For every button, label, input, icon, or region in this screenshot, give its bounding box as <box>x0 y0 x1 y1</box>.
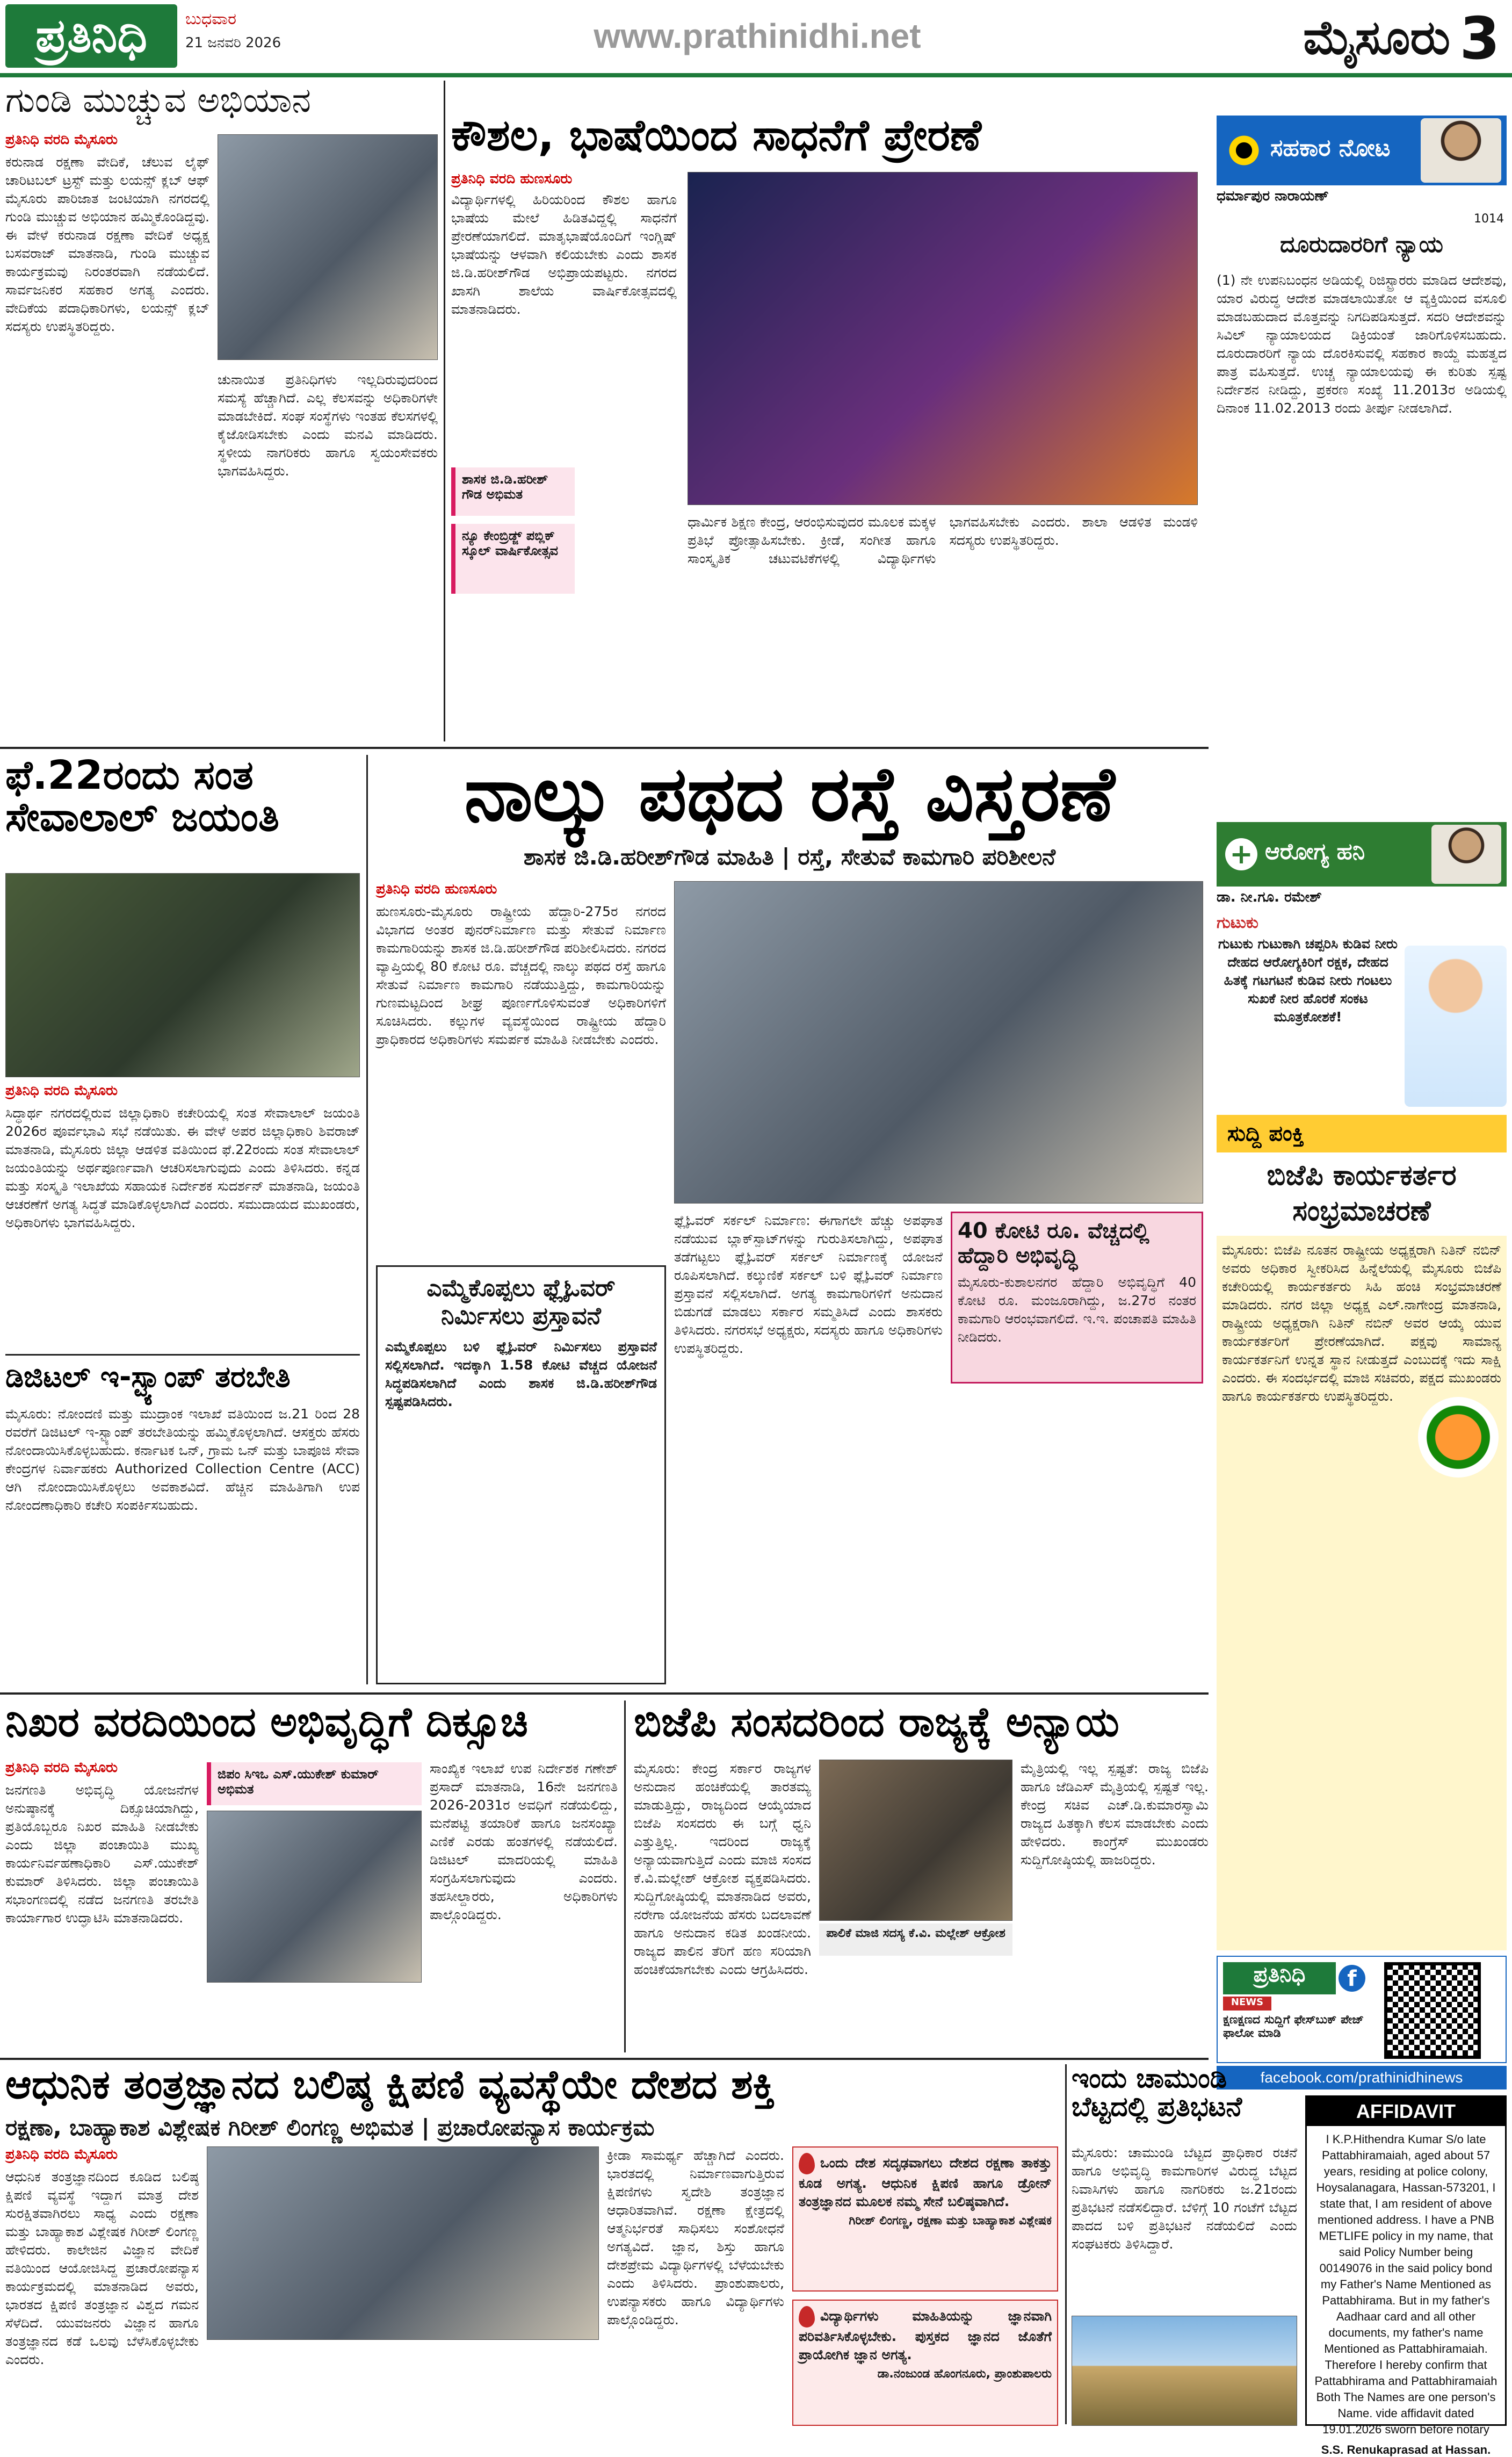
story2-body2: ಧಾರ್ಮಿಕ ಶಿಕ್ಷಣ ಕೇಂದ್ರ, ಆರಂಭಿಸುವುದರ ಮೂಲಕ ಮಕ್ಕಳ ಪ್ರತಿಭೆ ಪ್ರೋತ್ಸಾಹಿಸಬೇಕು. ಕ್ರೀಡೆ, ಸಂಗೀತ ಹಾಗೂ ಸಾಂಸ್ಕೃತಿಕ ಚಟುವಟಿಕೆಗಳಲ್ಲಿ ವಿದ್ಯಾರ್ಥಿಗಳು ಭಾಗವಹಿಸಬೇಕು ಎಂದರು. ಶಾಲಾ ಆಡಳಿತ ಮಂಡಳಿ ಸದಸ್ಯರು ಉಪಸ್ಥಿತರಿದ್ದರು. <box>688 514 1198 566</box>
sidebar2-avatar <box>1431 825 1501 884</box>
story8-quote2-text: ವಿದ್ಯಾರ್ಥಿಗಳು ಮಾಹಿತಿಯನ್ನು ಜ್ಞಾನವಾಗಿ ಪರಿವರ್ತಿಸಿಕೊಳ್ಳಬೇಕು. ಪುಸ್ತಕದ ಜ್ಞಾನದ ಜೊತೆಗೆ ಪ್ರಾಯೋಗಿಕ ಜ್ಞಾನ ಅಗತ್ಯ. <box>799 2308 1052 2362</box>
sidebar2-body: ಗುಟುಕು ಗುಟುಕಾಗಿ ಚಪ್ಪರಿಸಿ ಕುಡಿವ ನೀರು ದೇಹದ ಆರೋಗ್ಯಕಿರಿಗೆ ರಕ್ಷಕ, ದೇಹದ ಹಿತಕ್ಕೆ ಗಟಗಟನೆ ಕುಡಿವ ನೀರು ಗಂಟಲು ಸುಖಕೆ ನೀರ ಹೊರಕೆ ಸಂಕಟ ಮೂತ್ರಕೋಶಕೆ! <box>1218 936 1398 1025</box>
qr-text: ಕ್ಷಣಕ್ಷಣದ ಸುದ್ದಿಗೆ ಫೇಸ್‌ಬುಕ್ ಪೇಜ್ ಫಾಲೋ ಮಾಡಿ <box>1223 2013 1364 2040</box>
story1-headline: ಗುಂಡಿ ಮುಚ್ಚುವ ಅಭಿಯಾನ <box>5 81 311 120</box>
story8-quote2 <box>799 2306 1052 2364</box>
story5-pink-title: 40 ಕೋಟಿ ರೂ. ವೆಚ್ಚದಲ್ಲಿ ಹೆದ್ದಾರಿ ಅಭಿವೃದ್ಧಿ <box>958 1219 1149 1268</box>
story1-photo <box>218 134 438 360</box>
story2-body-side <box>580 467 677 736</box>
story3-photo <box>5 873 360 1077</box>
story5-body2: ಫ್ಲೈಓವರ್ ಸರ್ಕಲ್ ನಿರ್ಮಾಣ: ಈಗಾಗಲೇ ಹೆಚ್ಚು ಅಪಘಾತ ನಡೆಯುವ ಬ್ಲಾಕ್‌ಸ್ಪಾಟ್‌ಗಳನ್ನು ಗುರುತಿಸಲಾಗಿದ್ದು, ಅಪಘಾತ ತಡೆಗಟ್ಟಲು ಫ್ಲೈಓವರ್ ಸರ್ಕಲ್ ನಿರ್ಮಾಣಕ್ಕೆ ಯೋಜನೆ ರೂಪಿಸಲಾಗಿದೆ. ಕಲ್ಕುಣಿಕೆ ಸರ್ಕಲ್ ಬಳಿ ಫ್ಲೈಓವರ್ ನಿರ್ಮಾಣ ಪ್ರಸ್ತಾವನೆ ಸಲ್ಲಿಸಲಾಗಿದೆ. ಅಗತ್ಯ ಕಾಮಗಾರಿಗಳಿಗೆ ಅನುದಾನ ಬಿಡುಗಡೆ ಮಾಡಲು ಸರ್ಕಾರ ಸಮ್ಮತಿಸಿದೆ ಎಂದು ಶಾಸಕರು ತಿಳಿಸಿದರು. ನಗರಸಭೆ ಅಧ್ಯಕ್ಷರು, ಸದಸ್ಯರು ಹಾಗೂ ಅಧಿಕಾರಿಗಳು ಉಪಸ್ಥಿತರಿದ್ದರು. <box>674 1213 943 1356</box>
sidebar2-author: ಡಾ. ನೀ.ಗೂ. ರಮೇಶ್ <box>1217 889 1322 905</box>
column-divider <box>1065 2064 1067 2424</box>
masthead-date-text: 21 ಜನವರಿ 2026 <box>185 35 281 51</box>
story9-headline: ಇಂದು ಚಾಮುಂಡಿ ಬೆಟ್ಟದಲ್ಲಿ ಪ್ರತಿಭಟನೆ <box>1072 2063 1242 2122</box>
masthead-date <box>185 8 379 67</box>
sidebar3-headline: ಬಿಜೆಪಿ ಕಾರ್ಯಕರ್ತರ ಸಂಭ್ರಮಾಚರಣೆ <box>1267 1159 1457 1227</box>
story3-byline: ಪ್ರತಿನಿಧಿ ವರದಿ ಮೈಸೂರು <box>5 1083 118 1099</box>
masthead-rule <box>0 73 1512 77</box>
plus-icon: + <box>1225 838 1257 870</box>
column1-num: 1014 <box>1474 212 1504 226</box>
story3-body: ಸಿದ್ಧಾರ್ಥ ನಗರದಲ್ಲಿರುವ ಜಿಲ್ಲಾಧಿಕಾರಿ ಕಚೇರಿಯಲ್ಲಿ ಸಂತ ಸೇವಾಲಾಲ್ ಜಯಂತಿ 2026ರ ಪೂರ್ವಭಾವಿ ಸಭೆ ನಡೆಯಿತು. ಈ ವೇಳೆ ಅಪರ ಜಿಲ್ಲಾಧಿಕಾರಿ ಶಿವರಾಜ್ ಮಾತನಾಡಿ, ಮೈಸೂರು ಜಿಲ್ಲಾ ಆಡಳಿತ ವತಿಯಿಂದ ಫೆ.22ರಂದು ಸಂತ ಸೇವಾಲಾಲ್ ಜಯಂತಿಯನ್ನು ಅರ್ಥಪೂರ್ಣವಾಗಿ ಆಚರಿಸಲಾಗುವುದು ಎಂದು ತಿಳಿಸಿದರು. ಕನ್ನಡ ಮತ್ತು ಸಂಸ್ಕೃತಿ ಇಲಾಖೆಯ ಸಹಾಯಕ ನಿರ್ದೇಶಕ ಸುದರ್ಶನ್ ಮಾತನಾಡಿ, ಜಯಂತಿ ಆಚರಣೆಗೆ ಅಗತ್ಯ ಸಿದ್ಧತೆ ಮಾಡಿಕೊಳ್ಳಲಾಗಿದೆ ಎಂದರು. ಸಮುದಾಯದ ಮುಖಂಡರು, ಅಧಿಕಾರಿಗಳು ಭಾಗವಹಿಸಿದ್ದರು. <box>5 1105 360 1230</box>
qr-tag: NEWS <box>1223 1997 1271 2011</box>
sidebar2-banner <box>1217 822 1507 887</box>
story6-headline: ನಿಖರ ವರದಿಯಿಂದ ಅಭಿವೃದ್ಧಿಗೆ ದಿಕ್ಸೂಚಿ <box>5 1698 528 1746</box>
affidavit-title: AFFIDAVIT <box>1307 2097 1505 2126</box>
story7-body2: ಮೈತ್ರಿಯಲ್ಲಿ ಇಲ್ಲ ಸ್ಪಷ್ಟತೆ: ರಾಜ್ಯ ಬಿಜೆಪಿ ಹಾಗೂ ಜೆಡಿಎಸ್ ಮೈತ್ರಿಯಲ್ಲಿ ಸ್ಪಷ್ಟತೆ ಇಲ್ಲ. ಕೇಂದ್ರ ಸಚಿವ ಎಚ್.ಡಿ.ಕುಮಾರಸ್ವಾಮಿ ರಾಜ್ಯದ ಹಿತಕ್ಕಾಗಿ ಕೆಲಸ ಮಾಡಬೇಕು ಎಂದು ಹೇಳಿದರು. ಕಾಂಗ್ರೆಸ್ ಮುಖಂಡರು ಸುದ್ದಿಗೋಷ್ಠಿಯಲ್ಲಿ ಹಾಜರಿದ್ದರು. <box>1021 1761 1209 1868</box>
story5-pink-box <box>951 1212 1203 1384</box>
column-divider <box>444 81 445 741</box>
story8-quote2-by: ಡಾ.ನಂಜುಂಡ ಹೊಂಗನೂರು, ಪ್ರಾಂಶುಪಾಲರು <box>877 2367 1052 2381</box>
column1-headline: ದೂರುದಾರರಿಗೆ ನ್ಯಾಯ <box>1280 231 1443 257</box>
facebook-url[interactable]: facebook.com/prathinidhinews <box>1217 2066 1507 2089</box>
sidebar3-label: ಸುದ್ದಿ ಪಂಕ್ತಿ <box>1217 1115 1507 1152</box>
story7-photo <box>819 1760 1012 1921</box>
affidavit-text: I K.P.Hithendra Kumar S/o late Pattabhiramaiah, aged about 57 years, residing at police colony, Hoysalanagara, Hassan-573201, I state that, I am resident of above mentioned address. I have a PNB METLIFE policy in my name, that said Policy Number being 00149076 in the said policy bond my Father's Name Mentioned as Pattabhirama. But in my father's Aadhaar card and all other documents, my father's name Mentioned as Pattabhiramaiah. Therefore I hereby confirm that Pattabhirama and Pattabhiramaiah Both The Names are one person's Name. vide affidavit dated 19.01.2026 sworn before notary <box>1314 2132 1497 2436</box>
story8-headline: ಆಧುನಿಕ ತಂತ್ರಜ್ಞಾನದ ಬಲಿಷ್ಠ ಕ್ಷಿಪಣಿ ವ್ಯವಸ್ಥೆಯೇ ದೇಶದ ಶಕ್ತಿ <box>5 2062 775 2108</box>
story8-quote2-box <box>792 2300 1058 2426</box>
page-number: 3 <box>1459 5 1500 73</box>
story6-photo <box>207 1811 422 1983</box>
column1-body: (1) ನೇ ಉಪನಿಬಂಧನ ಅಡಿಯಲ್ಲಿ ರಿಜಿಸ್ಟ್ರಾರರು ಮಾಡಿದ ಆದೇಶವು, ಯಾರ ವಿರುದ್ಧ ಆದೇಶ ಮಾಡಲಾಯಿತೋ ಆ ವ್ಯಕ್ತಿಯಿಂದ ವಸೂಲಿ ಮಾಡಬಹುದಾದ ಮೊತ್ತವನ್ನು ನಿಗದಿಪಡಿಸುತ್ತದೆ. ಸದರಿ ಆದೇಶವನ್ನು ಸಿವಿಲ್ ನ್ಯಾಯಾಲಯದ ಡಿಕ್ರಿಯಂತೆ ಜಾರಿಗೊಳಿಸಬಹುದು. ದೂರುದಾರರಿಗೆ ನ್ಯಾಯ ದೊರಕಿಸುವಲ್ಲಿ ಸಹಕಾರ ಕಾಯ್ದೆ ಮಹತ್ವದ ಪಾತ್ರ ವಹಿಸುತ್ತದೆ. ಉಚ್ಚ ನ್ಯಾಯಾಲಯವು ಈ ಕುರಿತು ಸ್ಪಷ್ಟ ನಿರ್ದೇಶನ ನೀಡಿದ್ದು, ಪ್ರಕರಣ ಸಂಖ್ಯೆ 11.2013ರ ಅಡಿಯಲ್ಲಿ ದಿನಾಂಕ 11.02.2013 ರಂದು ತೀರ್ಪು ನೀಡಲಾಗಿದೆ. <box>1217 272 1507 416</box>
story7-body-mid <box>819 1961 1012 2052</box>
chamundi-temple-photo <box>1072 2316 1297 2426</box>
story5-box-title: ಎಮ್ಮೆಕೊಪ್ಪಲು ಫ್ಲೈಓವರ್ ನಿರ್ಮಿಸಲು ಪ್ರಸ್ತಾವನೆ <box>426 1274 616 1330</box>
story1-body: ಕರುನಾಡ ರಕ್ಷಣಾ ವೇದಿಕೆ, ಚೆಲುವ ಲೈಫ್ ಚಾರಿಟಬಲ್ ಟ್ರಸ್ಟ್ ಮತ್ತು ಲಯನ್ಸ್ ಕ್ಲಬ್ ಆಫ್ ಮೈಸೂರು ಪಾರಿಜಾತ ಜಂಟಿಯಾಗಿ ನಗರದಲ್ಲಿ ಗುಂಡಿ ಮುಚ್ಚುವ ಅಭಿಯಾನ ಹಮ್ಮಿಕೊಂಡಿದ್ದವು. ಈ ವೇಳೆ ಕರುನಾಡ ರಕ್ಷಣಾ ವೇದಿಕೆ ಅಧ್ಯಕ್ಷ ಬಸವರಾಜ್ ಮಾತನಾಡಿ, ಗುಂಡಿ ಮುಚ್ಚುವ ಕಾರ್ಯಕ್ರಮವು ನಿರಂತರವಾಗಿ ನಡೆಯಲಿದೆ. ಸಾರ್ವಜನಿಕರ ಸಹಕಾರ ಅಗತ್ಯ ಎಂದರು. ವೇದಿಕೆಯ ಪದಾಧಿಕಾರಿಗಳು, ಲಯನ್ಸ್ ಕ್ಲಬ್ ಸದಸ್ಯರು ಉಪಸ್ಥಿತರಿದ್ದರು. <box>5 154 209 334</box>
column1-author: ಧರ್ಮಾಪುರ ನಾರಾಯಣ್ <box>1217 188 1329 204</box>
story4-headline: ಡಿಜಿಟಲ್ ಇ-ಸ್ಟ್ಯಾಂಪ್ ತರಬೇತಿ <box>5 1360 291 1394</box>
sidebar2-brand: ಆರೋಗ್ಯ ಹನಿ <box>1265 838 1365 864</box>
story3-headline: ಫೆ.22ರಂದು ಸಂತ ಸೇವಾಲಾಲ್ ಜಯಂತಿ <box>5 752 279 840</box>
story1-body2: ಚುನಾಯಿತ ಪ್ರತಿನಿಧಿಗಳು ಇಲ್ಲದಿರುವುದರಿಂದ ಸಮಸ್ಯೆ ಹೆಚ್ಚಾಗಿದೆ. ಎಲ್ಲ ಕೆಲಸವನ್ನು ಅಧಿಕಾರಿಗಳೇ ಮಾಡಬೇಕಿದೆ. ಸಂಘ ಸಂಸ್ಥೆಗಳು ಇಂತಹ ಕೆಲಸಗಳಲ್ಲಿ ಕೈಜೋಡಿಸಬೇಕು ಎಂದು ಮನವಿ ಮಾಡಿದರು. ಸ್ಥಳೀಯ ನಾಗರಿಕರು ಹಾಗೂ ಸ್ವಯಂಸೇವಕರು ಭಾಗವಹಿಸಿದ್ದರು. <box>218 372 438 479</box>
story7-photo-caption: ಪಾಲಿಕೆ ಮಾಜಿ ಸದಸ್ಯ ಕೆ.ವಿ. ಮಲ್ಲೇಶ್ ಆಕ್ರೋಶ <box>819 1923 1012 1956</box>
qr-code[interactable] <box>1384 1962 1481 2059</box>
sidebar3-body: ಮೈಸೂರು: ಬಿಜೆಪಿ ನೂತನ ರಾಷ್ಟ್ರೀಯ ಅಧ್ಯಕ್ಷರಾಗಿ ನಿತಿನ್ ನಬಿನ್ ಅವರು ಅಧಿಕಾರ ಸ್ವೀಕರಿಸಿದ ಹಿನ್ನೆಲೆಯಲ್ಲಿ ಮೈಸೂರು ಬಿಜೆಪಿ ಕಚೇರಿಯಲ್ಲಿ ಕಾರ್ಯಕರ್ತರು ಸಿಹಿ ಹಂಚಿ ಸಂಭ್ರಮಾಚರಣೆ ಮಾಡಿದರು. ನಗರ ಜಿಲ್ಲಾ ಅಧ್ಯಕ್ಷ ಎಲ್.ನಾಗೇಂದ್ರ ಮಾತನಾಡಿ, ರಾಷ್ಟ್ರೀಯ ಅಧ್ಯಕ್ಷರಾಗಿ ನಿತಿನ್ ನಬಿನ್ ಅವರ ಆಯ್ಕೆ ಯುವ ಕಾರ್ಯಕರ್ತರಿಗೆ ಪ್ರೇರಣೆಯಾಗಿದೆ. ಪಕ್ಷವು ಸಾಮಾನ್ಯ ಕಾರ್ಯಕರ್ತನಿಗೆ ಉನ್ನತ ಸ್ಥಾನ ನೀಡುತ್ತದೆ ಎಂಬುದಕ್ಕೆ ಇದು ಸಾಕ್ಷಿ ಎಂದರು. ಈ ಸಂದರ್ಭದಲ್ಲಿ ಮಾಜಿ ಸಚಿವರು, ಪಕ್ಷದ ಮುಖಂಡರು ಹಾಗೂ ಕಾರ್ಯಕರ್ತರು ಉಪಸ್ಥಿತರಿದ್ದರು. <box>1217 1236 1507 1950</box>
story8-byline: ಪ್ರತಿನಿಧಿ ವರದಿ ಮೈಸೂರು <box>5 2146 118 2163</box>
story7-body: ಮೈಸೂರು: ಕೇಂದ್ರ ಸರ್ಕಾರ ರಾಜ್ಯಗಳ ಅನುದಾನ ಹಂಚಿಕೆಯಲ್ಲಿ ತಾರತಮ್ಯ ಮಾಡುತ್ತಿದ್ದು, ರಾಜ್ಯದಿಂದ ಆಯ್ಕೆಯಾದ ಬಿಜೆಪಿ ಸಂಸದರು ಈ ಬಗ್ಗೆ ಧ್ವನಿ ಎತ್ತುತ್ತಿಲ್ಲ. ಇದರಿಂದ ರಾಜ್ಯಕ್ಕೆ ಅನ್ಯಾಯವಾಗುತ್ತಿದೆ ಎಂದು ಮಾಜಿ ಸಂಸದ ಕೆ.ವಿ.ಮಲ್ಲೇಶ್ ಆಕ್ರೋಶ ವ್ಯಕ್ತಪಡಿಸಿದರು. ಸುದ್ದಿಗೋಷ್ಠಿಯಲ್ಲಿ ಮಾತನಾಡಿದ ಅವರು, ನರೇಗಾ ಯೋಜನೆಯ ಹೆಸರು ಬದಲಾವಣೆ ಹಾಗೂ ಅನುದಾನ ಕಡಿತ ಖಂಡನೀಯ. ರಾಜ್ಯದ ಪಾಲಿನ ತೆರಿಗೆ ಹಣ ಸರಿಯಾಗಿ ಹಂಚಿಕೆಯಾಗಬೇಕು ಎಂದು ಆಗ್ರಹಿಸಿದರು. <box>634 1761 811 1977</box>
story5-body: ಹುಣಸೂರು-ಮೈಸೂರು ರಾಷ್ಟ್ರೀಯ ಹೆದ್ದಾರಿ-275ರ ನಗರದ ವಿಭಾಗದ ಅಂತರ ಪುನರ್‌ನಿರ್ಮಾಣ ಮತ್ತು ಸೇತುವೆ ನಿರ್ಮಾಣ ಕಾಮಗಾರಿಯನ್ನು ಶಾಸಕ ಜಿ.ಡಿ.ಹರೀಶ್‌ಗೌಡ ಪರಿಶೀಲಿಸಿದರು. ನಗರದ ವ್ಯಾಪ್ತಿಯಲ್ಲಿ 80 ಕೋಟಿ ರೂ. ವೆಚ್ಚದಲ್ಲಿ ನಾಲ್ಕು ಪಥದ ರಸ್ತೆ ಹಾಗೂ ಸೇತುವೆ ನಿರ್ಮಾಣ ಕಾಮಗಾರಿ ನಡೆಯುತ್ತಿದ್ದು, ಕಾಮಗಾರಿಯನ್ನು ಗುಣಮಟ್ಟದಿಂದ ಶೀಘ್ರ ಪೂರ್ಣಗೊಳಿಸುವಂತೆ ಅಧಿಕಾರಿಗಳಿಗೆ ಸೂಚಿಸಿದರು. ಕಲ್ಲುಗಳ ವ್ಯವಸ್ಥೆಯಿಂದ ರಾಷ್ಟ್ರೀಯ ಹೆದ್ದಾರಿ ಪ್ರಾಧಿಕಾರದ ಅಧಿಕಾರಿಗಳು ಸಮರ್ಪಕ ಮಾಹಿತಿ ನೀಡಬೇಕು ಎಂದರು. <box>376 904 666 1047</box>
story8-quote1 <box>799 2153 1052 2211</box>
column1-brand: ಸಹಕಾರ ನೋಟ <box>1270 134 1391 162</box>
story8-body: ಆಧುನಿಕ ತಂತ್ರಜ್ಞಾನದಿಂದ ಕೂಡಿದ ಬಲಿಷ್ಠ ಕ್ಷಿಪಣಿ ವ್ಯವಸ್ಥೆ ಇದ್ದಾಗ ಮಾತ್ರ ದೇಶ ಸುರಕ್ಷಿತವಾಗಿರಲು ಸಾಧ್ಯ ಎಂದು ರಕ್ಷಣಾ ಮತ್ತು ಬಾಹ್ಯಾಕಾಶ ವಿಶ್ಲೇಷಕ ಗಿರೀಶ್ ಲಿಂಗಣ್ಣ ಹೇಳಿದರು. ಕಾಲೇಜಿನ ವಿಜ್ಞಾನ ವೇದಿಕೆ ವತಿಯಿಂದ ಆಯೋಜಿಸಿದ್ದ ಪ್ರಚಾರೋಪನ್ಯಾಸ ಕಾರ್ಯಕ್ರಮದಲ್ಲಿ ಮಾತನಾಡಿದ ಅವರು, ಭಾರತದ ಕ್ಷಿಪಣಿ ತಂತ್ರಜ್ಞಾನ ವಿಶ್ವದ ಗಮನ ಸೆಳೆದಿದೆ. ಯುವಜನರು ವಿಜ್ಞಾನ ಹಾಗೂ ತಂತ್ರಜ್ಞಾನದ ಕಡೆ ಒಲವು ಬೆಳೆಸಿಕೊಳ್ಳಬೇಕು ಎಂದರು. <box>5 2169 199 2367</box>
story5-box <box>376 1265 666 1684</box>
story5-headline: ನಾಲ್ಕು ಪಥದ ರಸ್ತೆ ವಿಸ್ತರಣೆ <box>464 751 1115 838</box>
story9-body: ಮೈಸೂರು: ಚಾಮುಂಡಿ ಬೆಟ್ಟದ ಪ್ರಾಧಿಕಾರ ರಚನೆ ಹಾಗೂ ಅಭಿವೃದ್ಧಿ ಕಾಮಗಾರಿಗಳ ವಿರುದ್ಧ ಬೆಟ್ಟದ ನಿವಾಸಿಗಳು ಹಾಗೂ ನಾಗರಿಕರು ಜ.21ರಂದು ಪ್ರತಿಭಟನೆ ನಡೆಸಲಿದ್ದಾರೆ. ಬೆಳಿಗ್ಗೆ 10 ಗಂಟೆಗೆ ಬೆಟ್ಟದ ಪಾದದ ಬಳಿ ಪ್ರತಿಭಟನೆ ನಡೆಯಲಿದೆ ಎಂದು ಸಂಘಟಕರು ತಿಳಿಸಿದ್ದಾರೆ. <box>1072 2145 1297 2252</box>
story8-body2: ಕ್ರೀಡಾ ಸಾಮರ್ಥ್ಯ ಹೆಚ್ಚಾಗಿದೆ ಎಂದರು. ಭಾರತದಲ್ಲಿ ನಿರ್ಮಾಣವಾಗುತ್ತಿರುವ ಕ್ಷಿಪಣಿಗಳು ಸ್ವದೇಶಿ ತಂತ್ರಜ್ಞಾನ ಆಧಾರಿತವಾಗಿವೆ. ರಕ್ಷಣಾ ಕ್ಷೇತ್ರದಲ್ಲಿ ಆತ್ಮನಿರ್ಭರತೆ ಸಾಧಿಸಲು ಸಂಶೋಧನೆ ಅಗತ್ಯವಿದೆ. ಜ್ಞಾನ, ಶಿಸ್ತು ಹಾಗೂ ದೇಶಪ್ರೇಮ ವಿದ್ಯಾರ್ಥಿಗಳಲ್ಲಿ ಬೆಳೆಯಬೇಕು ಎಂದು ತಿಳಿಸಿದರು. ಪ್ರಾಂಶುಪಾಲರು, ಉಪನ್ಯಾಸಕರು ಹಾಗೂ ವಿದ್ಯಾರ್ಥಿಗಳು ಪಾಲ್ಗೊಂಡಿದ್ದರು. <box>607 2148 784 2328</box>
story6-tag: ಜಿಪಂ ಸಿಇಒ ಎಸ್.ಯುಕೇಶ್ ಕುಮಾರ್ ಅಭಿಮತ <box>207 1762 422 1805</box>
story8-subhead: ರಕ್ಷಣಾ, ಬಾಹ್ಯಾಕಾಶ ವಿಶ್ಲೇಷಕ ಗಿರೀಶ್ ಲಿಂಗಣ್ಣ ಅಭಿಮತ | ಪ್ರಚಾರೋಪನ್ಯಾಸ ಕಾರ್ಯಕ್ರಮ <box>5 2114 655 2141</box>
story1-byline: ಪ್ರತಿನಿಧಿ ವರದಿ ಮೈಸೂರು <box>5 132 118 148</box>
story7-headline: ಬಿಜೆಪಿ ಸಂಸದರಿಂದ ರಾಜ್ಯಕ್ಕೆ ಅನ್ಯಾಯ <box>634 1698 1119 1746</box>
story2-byline: ಪ್ರತಿನಿಧಿ ವರದಿ ಹುಣಸೂರು <box>451 171 573 187</box>
story5-body3 <box>951 1392 1203 1684</box>
story8-quote1-text: ಒಂದು ದೇಶ ಸದೃಢವಾಗಲು ದೇಶದ ರಕ್ಷಣಾ ತಾಕತ್ತು ಕೂಡ ಅಗತ್ಯ. ಆಧುನಿಕ ಕ್ಷಿಪಣಿ ಹಾಗೂ ಡ್ರೋನ್ ತಂತ್ರಜ್ಞಾನದ ಮೂಲಕ ನಮ್ಮ ಸೇನೆ ಬಲಿಷ್ಠವಾಗಿದೆ. <box>799 2155 1052 2209</box>
masthead-url[interactable]: www.prathinidhi.net <box>594 17 921 55</box>
story-divider <box>5 1354 360 1356</box>
story8-quote1-by: ಗಿರೀಶ್ ಲಿಂಗಣ್ಣ, ರಕ್ಷಣಾ ಮತ್ತು ಬಾಹ್ಯಾಕಾಶ ವಿಶ್ಲೇಷಕ <box>849 2214 1052 2228</box>
story2-quote2: ನ್ಯೂ ಕೇಂಬ್ರಿಡ್ಜ್ ಪಬ್ಲಿಕ್ ಸ್ಕೂಲ್ ವಾರ್ಷಿಕೋತ್ಸವ <box>451 524 575 594</box>
story8-photo <box>207 2146 599 2340</box>
story2-photo <box>688 172 1198 505</box>
affidavit-box <box>1305 2095 1507 2456</box>
qr-brand: ಪ್ರತಿನಿಧಿ <box>1223 1962 1336 1994</box>
story5-photo <box>674 881 1203 1204</box>
lotus-icon <box>1418 1397 1499 1478</box>
story8-quote1-box <box>792 2146 1058 2292</box>
story5-byline: ಪ್ರತಿನಿಧಿ ವರದಿ ಹುಣಸೂರು <box>376 881 497 897</box>
qr-promo[interactable] <box>1217 1956 1507 2063</box>
facebook-icon[interactable]: f <box>1339 1965 1365 1992</box>
masthead-city: ಮೈಸೂರು <box>1303 10 1450 65</box>
story6-body-mid <box>207 1988 422 2052</box>
blood-drop-icon <box>799 2306 815 2328</box>
section-rule <box>0 1692 1209 1695</box>
affidavit-signer: S.S. Renukaprasad at Hassan. <box>1321 2443 1491 2456</box>
story6-body2: ಸಾಂಖ್ಯಿಕ ಇಲಾಖೆ ಉಪ ನಿರ್ದೇಶಕ ಗಣೇಶ್ ಪ್ರಸಾದ್ ಮಾತನಾಡಿ, 16ನೇ ಜನಗಣತಿ 2026-2031ರ ಅವಧಿಗೆ ನಡೆಯಲಿದ್ದು, ಮನೆಪಟ್ಟಿ ತಯಾರಿಕೆ ಹಾಗೂ ಜನಸಂಖ್ಯಾ ಎಣಿಕೆ ಎರಡು ಹಂತಗಳಲ್ಲಿ ನಡೆಯಲಿದೆ. ಡಿಜಿಟಲ್ ಮಾದರಿಯಲ್ಲಿ ಮಾಹಿತಿ ಸಂಗ್ರಹಿಸಲಾಗುವುದು ಎಂದರು. ತಹಸೀಲ್ದಾರರು, ಅಧಿಕಾರಿಗಳು ಪಾಲ್ಗೊಂಡಿದ್ದರು. <box>430 1761 618 1922</box>
masthead-logo[interactable]: ಪ್ರತಿನಿಧಿ <box>5 4 177 68</box>
story5-pink-body: ಮೈಸೂರು-ಕುಶಾಲನಗರ ಹೆದ್ದಾರಿ ಅಭಿವೃದ್ಧಿಗೆ 40 ಕೋಟಿ ರೂ. ಮಂಜೂರಾಗಿದ್ದು, ಜ.27ರ ನಂತರ ಕಾಮಗಾರಿ ಆರಂಭವಾಗಲಿದೆ. ಇ.ಇ. ಪಂಚಾಪತಿ ಮಾಹಿತಿ ನೀಡಿದರು. <box>958 1274 1196 1345</box>
story2-quote1: ಶಾಸಕ ಜಿ.ಡಿ.ಹರೀಶ್ ಗೌಡ ಅಭಿಮತ <box>451 467 575 516</box>
story6-body: ಜನಗಣತಿ ಅಭಿವೃದ್ಧಿ ಯೋಜನೆಗಳ ಅನುಷ್ಠಾನಕ್ಕೆ ದಿಕ್ಸೂಚಿಯಾಗಿದ್ದು, ಪ್ರತಿಯೊಬ್ಬರೂ ನಿಖರ ಮಾಹಿತಿ ನೀಡಬೇಕು ಎಂದು ಜಿಲ್ಲಾ ಪಂಚಾಯಿತಿ ಮುಖ್ಯ ಕಾರ್ಯನಿರ್ವಹಣಾಧಿಕಾರಿ ಎಸ್.ಯುಕೇಶ್ ಕುಮಾರ್ ತಿಳಿಸಿದರು. ಜಿಲ್ಲಾ ಪಂಚಾಯಿತಿ ಸಭಾಂಗಣದಲ್ಲಿ ನಡೆದ ಜನಗಣತಿ ತರಬೇತಿ ಕಾರ್ಯಾಗಾರ ಉದ್ಘಾಟಿಸಿ ಮಾತನಾಡಿದರು. <box>5 1782 199 1926</box>
column-divider <box>366 755 368 1684</box>
story5-box-body: ಎಮ್ಮೆಕೊಪ್ಪಲು ಬಳಿ ಫ್ಲೈಓವರ್ ನಿರ್ಮಿಸಲು ಪ್ರಸ್ತಾವನೆ ಸಲ್ಲಿಸಲಾಗಿದೆ. ಇದಕ್ಕಾಗಿ 1.58 ಕೋಟಿ ವೆಚ್ಚದ ಯೋಜನೆ ಸಿದ್ಧಪಡಿಸಲಾಗಿದೆ ಎಂದು ಶಾಸಕ ಜಿ.ಡಿ.ಹರೀಶ್‌ಗೌಡ ಸ್ಪಷ್ಟಪಡಿಸಿದರು. <box>385 1339 657 1409</box>
sidebar2-label: ಗುಟುಕು <box>1217 913 1258 932</box>
story5-subhead: ಶಾಸಕ ಜಿ.ಡಿ.ಹರೀಶ್‌ಗೌಡ ಮಾಹಿತಿ | ರಸ್ತೆ, ಸೇತುವೆ ಕಾಮಗಾರಿ ಪರಿಶೀಲನೆ <box>523 844 1056 870</box>
story2-headline: ಕೌಶಲ, ಭಾಷೆಯಿಂದ ಸಾಧನೆಗೆ ಪ್ರೇರಣೆ <box>451 110 982 160</box>
section-rule <box>0 747 1209 749</box>
story6-byline: ಪ್ರತಿನಿಧಿ ವರದಿ ಮೈಸೂರು <box>5 1760 118 1776</box>
story4-body: ಮೈಸೂರು: ನೋಂದಣಿ ಮತ್ತು ಮುದ್ರಾಂಕ ಇಲಾಖೆ ವತಿಯಿಂದ ಜ.21 ರಿಂದ 28 ರವರೆಗೆ ಡಿಜಿಟಲ್ ಇ-ಸ್ಟ್ಯಾಂಪ್ ತರಬೇತಿಯನ್ನು ಹಮ್ಮಿಕೊಳ್ಳಲಾಗಿದೆ. ಆಸಕ್ತರು ಹೆಸರು ನೋಂದಾಯಿಸಿಕೊಳ್ಳಬಹುದು. ಕರ್ನಾಟಕ ಒನ್, ಗ್ರಾಮ ಒನ್ ಮತ್ತು ಬಾಪೂಜಿ ಸೇವಾ ಕೇಂದ್ರಗಳ ನಿರ್ವಾಹಕರು Authorized Collection Centre (ACC) ಆಗಿ ನೋಂದಾಯಿಸಿಕೊಳ್ಳಲು ಅವಕಾಶವಿದೆ. ಹೆಚ್ಚಿನ ಮಾಹಿತಿಗಾಗಿ ಉಪ ನೋಂದಣಾಧಿಕಾರಿ ಕಚೇರಿ ಸಂಪರ್ಕಿಸಬಹುದು. <box>5 1406 360 1513</box>
column1-banner <box>1217 116 1507 185</box>
column-divider <box>624 1701 626 2052</box>
eye-icon <box>1225 132 1263 169</box>
column1-avatar <box>1421 118 1501 183</box>
drinking-water-illustration <box>1405 946 1507 1107</box>
blood-drop-icon <box>799 2153 815 2174</box>
story8-body-mid <box>207 2345 599 2426</box>
masthead-day: ಬುಧವಾರ <box>185 10 236 28</box>
story2-body: ವಿದ್ಯಾರ್ಥಿಗಳಲ್ಲಿ ಹಿರಿಯರಿಂದ ಕೌಶಲ ಹಾಗೂ ಭಾಷೆಯ ಮೇಲೆ ಹಿಡಿತವಿದ್ದಲ್ಲಿ ಸಾಧನೆಗೆ ಪ್ರೇರಣೆಯಾಗಲಿದೆ. ಮಾತೃಭಾಷೆಯೊಂದಿಗೆ ಇಂಗ್ಲಿಷ್ ಭಾಷೆಯನ್ನು ಆಳವಾಗಿ ಕಲಿಯಬೇಕು ಎಂದು ಶಾಸಕ ಜಿ.ಡಿ.ಹರೀಶ್‌ಗೌಡ ಅಭಿಪ್ರಾಯಪಟ್ಟರು. ನಗರದ ಖಾಸಗಿ ಶಾಲೆಯ ವಾರ್ಷಿಕೋತ್ಸವದಲ್ಲಿ ಮಾತನಾಡಿದರು. <box>451 192 677 317</box>
section-rule <box>0 2058 1209 2060</box>
